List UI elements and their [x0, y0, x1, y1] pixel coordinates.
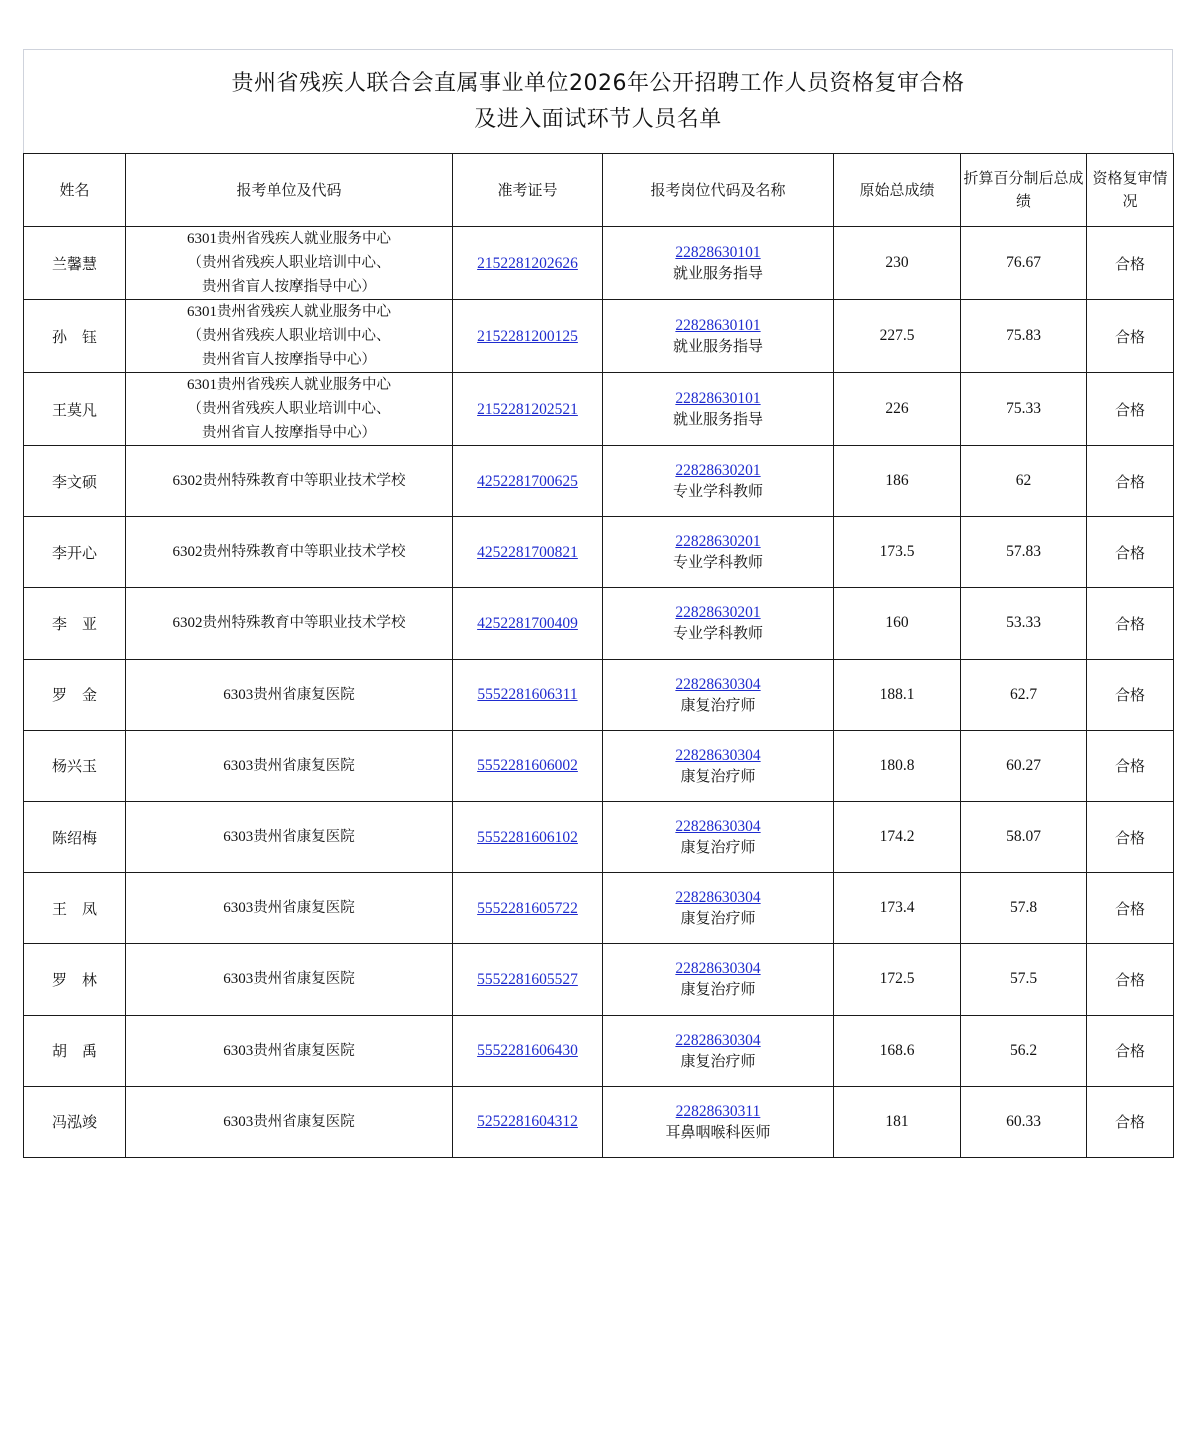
post-name: 康复治疗师 — [680, 695, 756, 714]
converted-score: 57.5 — [961, 944, 1087, 1015]
unit-code: 6302 — [172, 615, 203, 632]
review-status: 合格 — [1087, 1015, 1174, 1086]
unit-code: 6303 — [223, 1042, 254, 1059]
header-post: 报考岗位代码及名称 — [603, 154, 834, 227]
table-row — [24, 517, 1174, 588]
post-name: 就业服务指导 — [672, 410, 763, 428]
unit-line — [128, 300, 450, 324]
review-status: 合格 — [1087, 588, 1174, 659]
post-name: 康复治疗师 — [680, 1051, 756, 1070]
converted-score: 76.67 — [961, 227, 1087, 300]
header-name: 姓名 — [24, 154, 126, 227]
table-row — [24, 730, 1174, 801]
unit-code: 6303 — [223, 971, 254, 988]
raw-score: 173.4 — [834, 873, 961, 944]
candidate-name: 王莫凡 — [24, 373, 126, 446]
unit-code: 6301 — [187, 377, 217, 393]
post-cell — [603, 1086, 834, 1157]
unit-code: 6301 — [187, 231, 217, 247]
ticket-number-link[interactable]: 5552281606102 — [477, 828, 578, 846]
review-status: 合格 — [1087, 300, 1174, 373]
post-code-link[interactable]: 22828630304 — [675, 960, 761, 978]
post-cell — [603, 659, 834, 730]
post-cell — [603, 1015, 834, 1086]
review-status: 合格 — [1087, 730, 1174, 801]
unit-name-text: 贵州省残疾人就业服务中心 — [217, 304, 391, 320]
unit-cell — [126, 446, 453, 517]
table-body — [24, 227, 1174, 1158]
post-name: 专业学科教师 — [672, 482, 763, 501]
table-row — [24, 373, 1174, 446]
converted-score: 62 — [961, 446, 1087, 517]
unit-code: 6302 — [172, 544, 203, 561]
candidate-name: 孙 钰 — [24, 300, 126, 373]
review-status: 合格 — [1087, 1086, 1174, 1157]
post-code-link[interactable]: 22828630101 — [675, 390, 761, 407]
raw-score: 230 — [834, 227, 961, 300]
table-row — [24, 659, 1174, 730]
review-status: 合格 — [1087, 446, 1174, 517]
post-name: 专业学科教师 — [672, 624, 763, 643]
raw-score: 160 — [834, 588, 961, 659]
unit-name-text: 贵州省康复医院 — [253, 686, 355, 703]
ticket-number-link[interactable]: 5252281604312 — [477, 1113, 578, 1131]
post-name: 就业服务指导 — [672, 337, 763, 355]
unit-cell — [126, 873, 453, 944]
unit-name-text: 贵州省盲人按摩指导中心） — [202, 425, 376, 441]
title-box — [23, 49, 1173, 153]
table-row — [24, 873, 1174, 944]
unit-code: 6301 — [187, 304, 217, 320]
post-code-link[interactable]: 22828630311 — [675, 1102, 761, 1120]
unit-line — [128, 251, 450, 275]
raw-score: 188.1 — [834, 659, 961, 730]
unit-cell — [126, 300, 453, 373]
post-code-link[interactable]: 22828630304 — [675, 1031, 761, 1049]
unit-cell — [126, 1086, 453, 1157]
post-cell — [603, 300, 834, 373]
ticket-cell — [453, 517, 603, 588]
raw-score: 174.2 — [834, 801, 961, 872]
post-cell — [603, 944, 834, 1015]
unit-line — [128, 825, 450, 849]
review-status: 合格 — [1087, 944, 1174, 1015]
post-code-link[interactable]: 22828630101 — [675, 244, 761, 261]
header-raw-score: 原始总成绩 — [834, 154, 961, 227]
post-code-link[interactable]: 22828630201 — [675, 604, 761, 622]
unit-cell — [126, 1015, 453, 1086]
ticket-cell — [453, 944, 603, 1015]
post-name: 耳鼻咽喉科医师 — [665, 1122, 771, 1141]
ticket-number-link[interactable]: 4252281700625 — [477, 472, 578, 490]
unit-line — [128, 540, 450, 564]
unit-line — [128, 967, 450, 991]
post-name: 康复治疗师 — [680, 838, 756, 857]
ticket-cell — [453, 730, 603, 801]
ticket-cell — [453, 446, 603, 517]
raw-score: 227.5 — [834, 300, 961, 373]
unit-name-text: 贵州省康复医院 — [253, 829, 355, 846]
candidate-name: 杨兴玉 — [24, 730, 126, 801]
raw-score: 181 — [834, 1086, 961, 1157]
header-converted-score: 折算百分制后总成绩 — [961, 154, 1087, 227]
raw-score: 173.5 — [834, 517, 961, 588]
ticket-cell — [453, 227, 603, 300]
unit-code: 6302 — [172, 473, 203, 490]
converted-score: 57.83 — [961, 517, 1087, 588]
post-cell — [603, 873, 834, 944]
unit-line — [128, 896, 450, 920]
unit-name-text: （贵州省残疾人职业培训中心、 — [187, 255, 391, 271]
raw-score: 180.8 — [834, 730, 961, 801]
post-name: 康复治疗师 — [680, 980, 756, 999]
ticket-cell — [453, 659, 603, 730]
post-cell — [603, 730, 834, 801]
post-code-link[interactable]: 22828630304 — [675, 675, 761, 693]
ticket-number-link[interactable]: 4252281700821 — [477, 543, 578, 561]
unit-line — [128, 421, 450, 445]
ticket-cell — [453, 300, 603, 373]
post-cell — [603, 227, 834, 300]
raw-score: 168.6 — [834, 1015, 961, 1086]
converted-score: 56.2 — [961, 1015, 1087, 1086]
header-ticket: 准考证号 — [453, 154, 603, 227]
unit-cell — [126, 588, 453, 659]
post-name: 专业学科教师 — [672, 553, 763, 572]
header-unit: 报考单位及代码 — [126, 154, 453, 227]
post-name: 康复治疗师 — [680, 909, 756, 928]
unit-name-text: 贵州省康复医院 — [253, 900, 355, 917]
candidate-name: 李开心 — [24, 517, 126, 588]
ticket-number-link[interactable]: 5552281605722 — [477, 899, 578, 917]
table-row — [24, 944, 1174, 1015]
converted-score: 60.27 — [961, 730, 1087, 801]
unit-name-text: （贵州省残疾人职业培训中心、 — [187, 328, 391, 344]
converted-score: 75.33 — [961, 373, 1087, 446]
unit-cell — [126, 801, 453, 872]
unit-name-text: 贵州特殊教育中等职业技术学校 — [202, 615, 406, 632]
unit-line — [128, 611, 450, 635]
unit-cell — [126, 659, 453, 730]
table-header-row — [24, 154, 1174, 227]
ticket-cell — [453, 1086, 603, 1157]
unit-cell — [126, 944, 453, 1015]
unit-code: 6303 — [223, 686, 254, 703]
candidate-table — [23, 153, 1174, 1158]
review-status: 合格 — [1087, 659, 1174, 730]
ticket-number-link[interactable]: 5552281605527 — [477, 970, 578, 988]
unit-name-text: 贵州特殊教育中等职业技术学校 — [202, 473, 406, 490]
unit-name-text: 贵州特殊教育中等职业技术学校 — [202, 544, 406, 561]
raw-score: 172.5 — [834, 944, 961, 1015]
unit-line — [128, 469, 450, 493]
header-status: 资格复审情况 — [1087, 154, 1174, 227]
post-cell — [603, 588, 834, 659]
unit-cell — [126, 730, 453, 801]
unit-line — [128, 348, 450, 372]
review-status: 合格 — [1087, 227, 1174, 300]
review-status: 合格 — [1087, 873, 1174, 944]
unit-code: 6303 — [223, 1113, 254, 1130]
unit-name-text: 贵州省康复医院 — [253, 757, 355, 774]
unit-cell — [126, 517, 453, 588]
table-row — [24, 1015, 1174, 1086]
converted-score: 57.8 — [961, 873, 1087, 944]
post-code-link[interactable]: 22828630101 — [675, 317, 761, 334]
table-row — [24, 446, 1174, 517]
converted-score: 58.07 — [961, 801, 1087, 872]
post-code-link[interactable]: 22828630201 — [675, 533, 761, 551]
unit-line — [128, 1039, 450, 1063]
candidate-name: 罗 金 — [24, 659, 126, 730]
unit-line — [128, 227, 450, 251]
review-status: 合格 — [1087, 517, 1174, 588]
page-title-line-2: 及进入面试环节人员名单 — [474, 107, 722, 132]
raw-score: 186 — [834, 446, 961, 517]
ticket-cell — [453, 873, 603, 944]
post-cell — [603, 517, 834, 588]
unit-name-text: 贵州省康复医院 — [253, 1113, 355, 1130]
unit-line — [128, 397, 450, 421]
unit-cell — [126, 373, 453, 446]
unit-line — [128, 324, 450, 348]
ticket-cell — [453, 373, 603, 446]
document-sheet — [23, 49, 1173, 1158]
unit-name-text: 贵州省康复医院 — [253, 971, 355, 988]
ticket-number-link[interactable]: 4252281700409 — [477, 614, 578, 632]
table-row — [24, 801, 1174, 872]
unit-name-text: 贵州省盲人按摩指导中心） — [202, 352, 376, 368]
ticket-number-link[interactable]: 2152281200125 — [477, 327, 578, 345]
unit-line — [128, 1110, 450, 1134]
ticket-number-link[interactable]: 2152281202626 — [477, 254, 578, 272]
unit-line — [128, 373, 450, 397]
post-code-link[interactable]: 22828630304 — [675, 746, 761, 764]
converted-score: 60.33 — [961, 1086, 1087, 1157]
converted-score: 75.83 — [961, 300, 1087, 373]
ticket-number-link[interactable]: 5552281606430 — [477, 1042, 578, 1060]
ticket-number-link[interactable]: 5552281606002 — [477, 757, 578, 775]
candidate-name: 冯泓竣 — [24, 1086, 126, 1157]
candidate-name: 李 亚 — [24, 588, 126, 659]
post-code-link[interactable]: 22828630304 — [675, 889, 761, 907]
unit-name-text: 贵州省盲人按摩指导中心） — [202, 279, 376, 295]
candidate-name: 胡 禹 — [24, 1015, 126, 1086]
post-cell — [603, 373, 834, 446]
converted-score: 53.33 — [961, 588, 1087, 659]
post-code-link[interactable]: 22828630304 — [675, 818, 761, 836]
candidate-name: 王 凤 — [24, 873, 126, 944]
table-row — [24, 588, 1174, 659]
unit-name-text: 贵州省残疾人就业服务中心 — [217, 377, 391, 393]
raw-score: 226 — [834, 373, 961, 446]
table-row — [24, 1086, 1174, 1157]
post-name: 康复治疗师 — [680, 766, 756, 785]
ticket-cell — [453, 588, 603, 659]
unit-line — [128, 683, 450, 707]
review-status: 合格 — [1087, 801, 1174, 872]
unit-name-text: 贵州省康复医院 — [253, 1042, 355, 1059]
unit-code: 6303 — [223, 900, 254, 917]
post-cell — [603, 801, 834, 872]
unit-line — [128, 754, 450, 778]
ticket-number-link[interactable]: 5552281606311 — [477, 686, 578, 704]
table-row — [24, 227, 1174, 300]
table-row — [24, 300, 1174, 373]
page-title-line-1: 贵州省残疾人联合会直属事业单位2026年公开招聘工作人员资格复审合格 — [231, 71, 965, 96]
unit-line — [128, 275, 450, 299]
candidate-name: 李文硕 — [24, 446, 126, 517]
candidate-name: 兰馨慧 — [24, 227, 126, 300]
unit-name-text: （贵州省残疾人职业培训中心、 — [187, 401, 391, 417]
converted-score: 62.7 — [961, 659, 1087, 730]
unit-cell — [126, 227, 453, 300]
ticket-cell — [453, 1015, 603, 1086]
candidate-name: 罗 林 — [24, 944, 126, 1015]
ticket-cell — [453, 801, 603, 872]
ticket-number-link[interactable]: 2152281202521 — [477, 400, 578, 418]
post-code-link[interactable]: 22828630201 — [675, 462, 761, 480]
review-status: 合格 — [1087, 373, 1174, 446]
unit-name-text: 贵州省残疾人就业服务中心 — [217, 231, 391, 247]
post-name: 就业服务指导 — [672, 264, 763, 282]
candidate-name: 陈绍梅 — [24, 801, 126, 872]
post-cell — [603, 446, 834, 517]
unit-code: 6303 — [223, 829, 254, 846]
unit-code: 6303 — [223, 757, 254, 774]
